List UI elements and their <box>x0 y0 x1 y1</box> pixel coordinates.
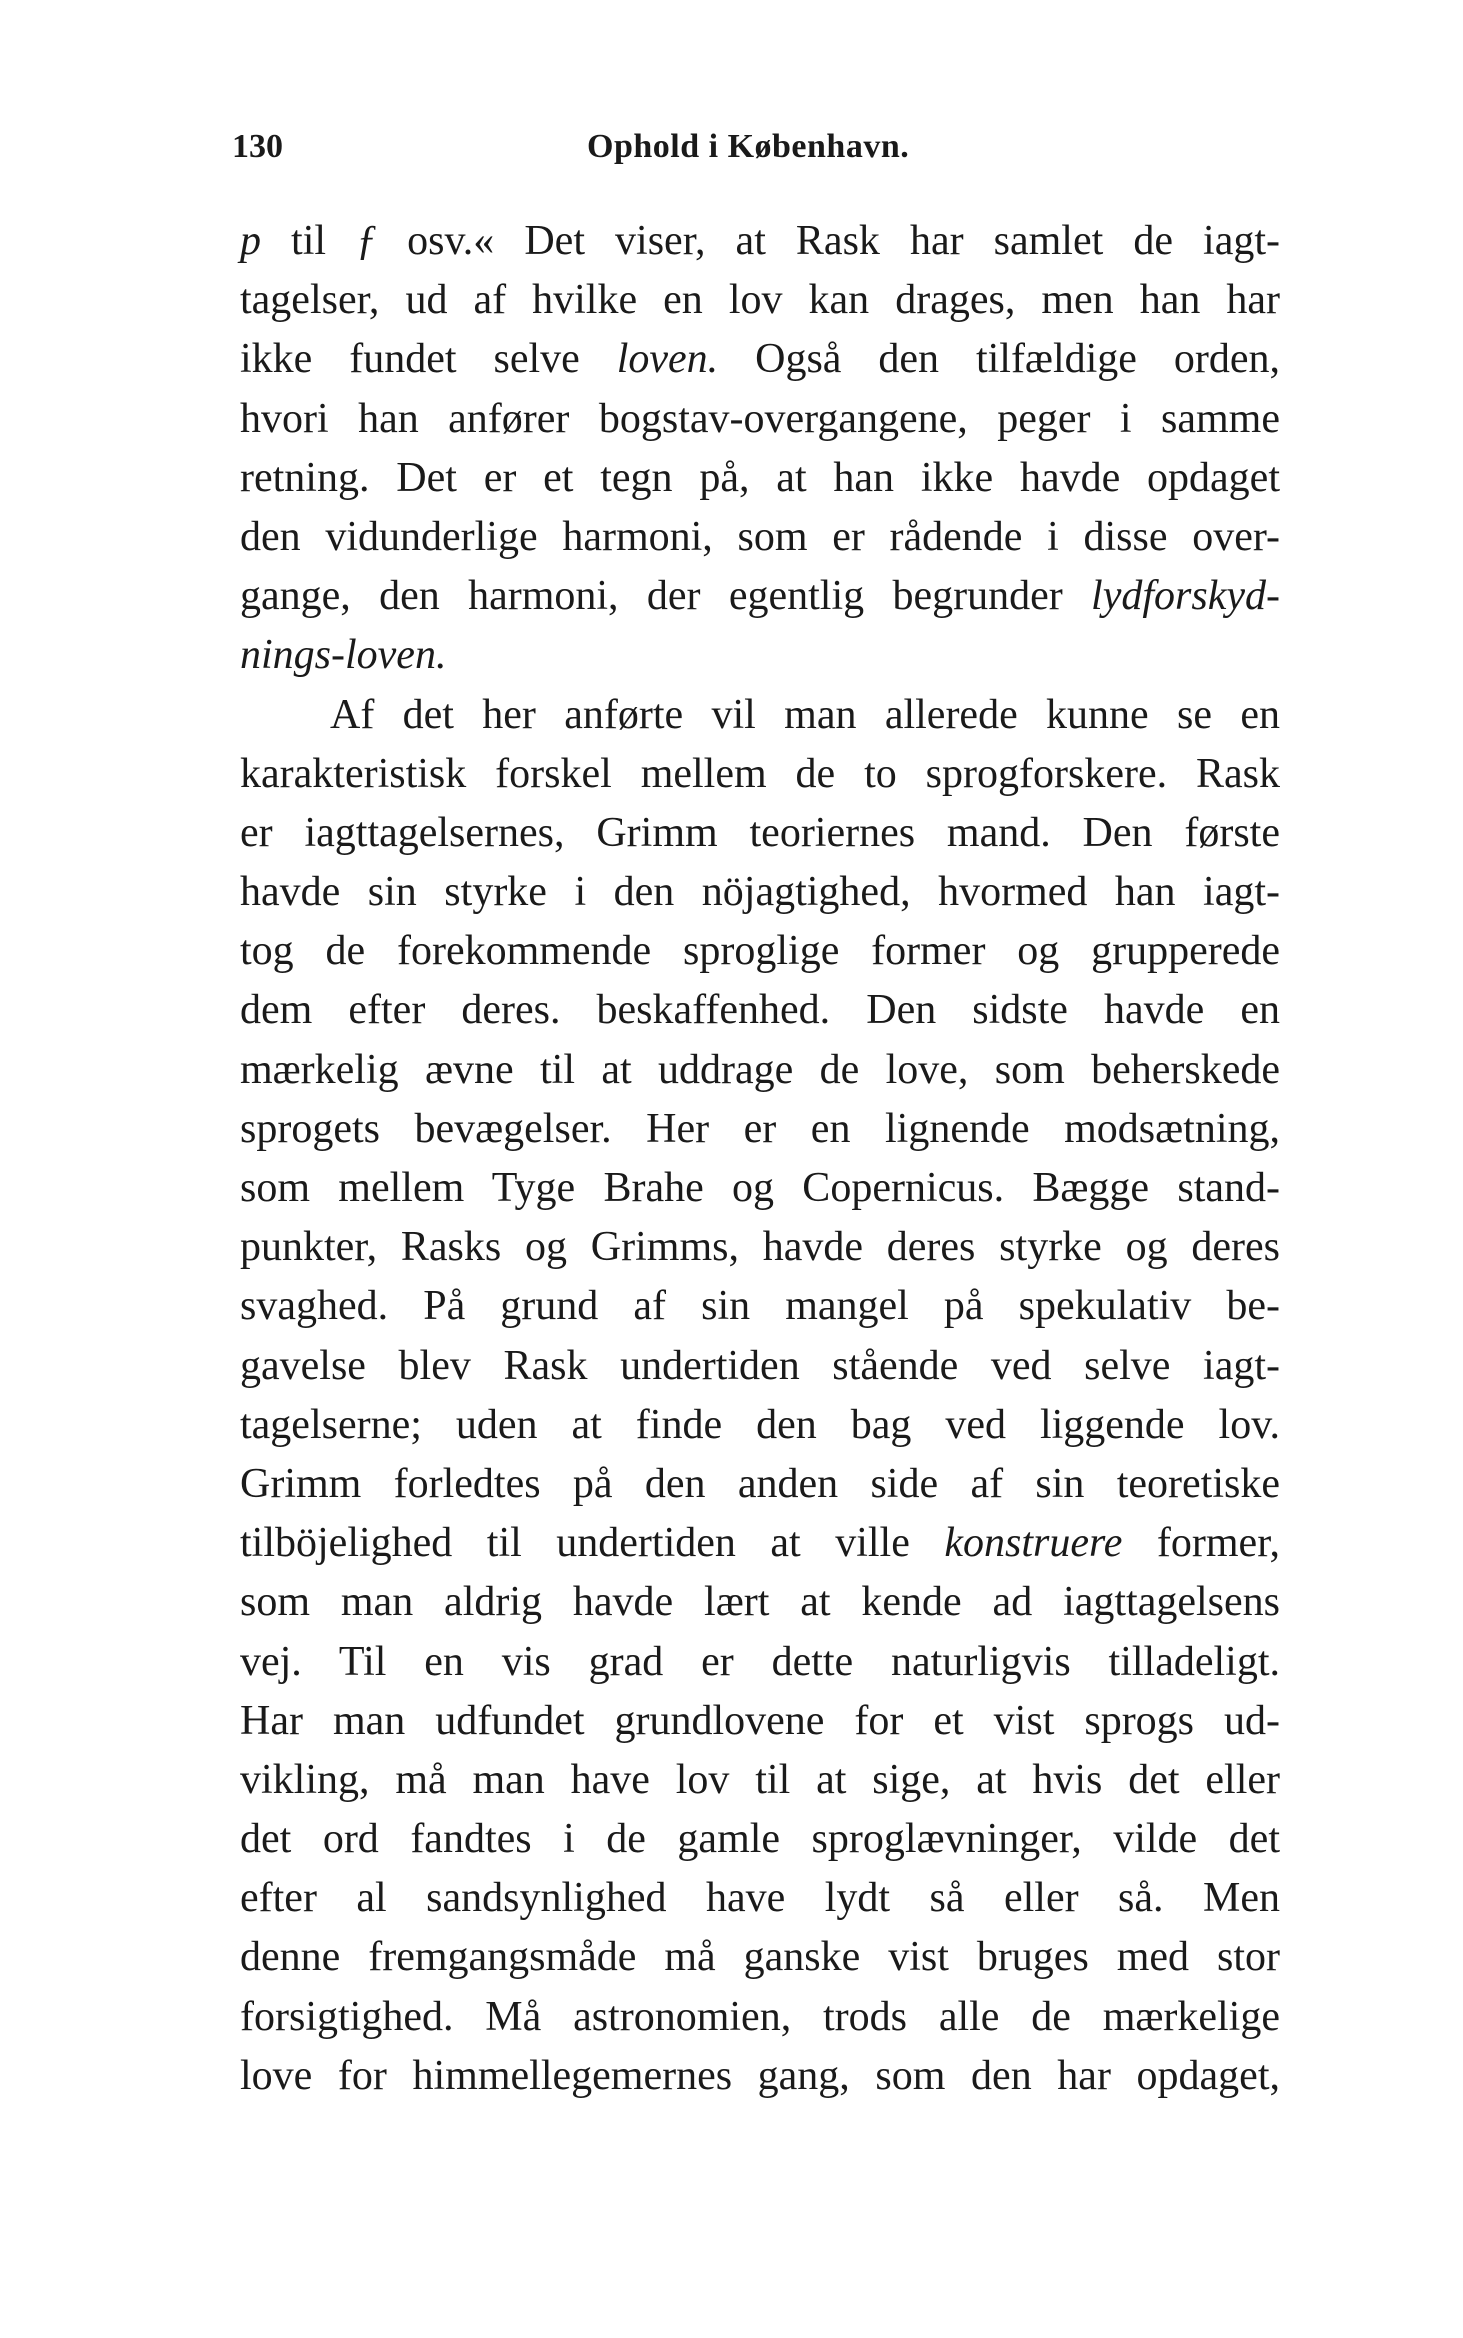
text-segment-italic: nings-loven. <box>240 632 447 679</box>
text-segment: karakteristisk forskel mellem de to sprogforskere. Rask <box>240 750 1280 797</box>
text-line <box>240 626 1280 685</box>
text-segment: Grimm forledtes på den anden side af sin teoretiske <box>240 1460 1280 1507</box>
text-segment: sprogets bevægelser. Her er en lignende modsætning, <box>240 1105 1280 1152</box>
text-segment: former, <box>1122 1520 1281 1567</box>
text-line <box>240 1100 1280 1159</box>
text-segment: tagelser, ud af hvilke en lov kan drages, men han har <box>240 277 1280 324</box>
text-segment: vej. Til en vis grad er dette naturligvis tilladeligt. <box>240 1638 1280 1685</box>
text-line <box>240 863 1280 922</box>
text-segment: Af det her anførte vil man allerede kunne se en <box>330 691 1280 738</box>
text-line <box>240 508 1280 567</box>
text-segment: ikke fundet selve <box>240 336 617 383</box>
text-line <box>240 1455 1280 1514</box>
text-segment: til <box>261 218 357 264</box>
text-segment: mærkelig ævne til at uddrage de love, som beherskede <box>240 1046 1280 1093</box>
text-segment: osv.« Det viser, at Rask har samlet de iagt- <box>377 218 1280 264</box>
text-segment: gange, den harmoni, der egentlig begrunder <box>240 573 1092 620</box>
text-segment: tagelserne; uden at finde den bag ved liggende lov. <box>240 1401 1280 1448</box>
text-line <box>240 1928 1280 1987</box>
text-segment-italic: konstruere <box>944 1520 1123 1567</box>
text-line <box>240 804 1280 863</box>
running-head <box>232 128 1286 178</box>
text-line <box>240 1218 1280 1277</box>
body-text <box>240 212 1280 2106</box>
text-line <box>240 1810 1280 1869</box>
text-segment: efter al sandsynlighed have lydt så eller så. Men <box>240 1875 1280 1922</box>
text-line <box>240 1337 1280 1396</box>
text-line <box>240 1573 1280 1632</box>
text-line <box>240 1751 1280 1810</box>
text-segment-italic: loven. <box>616 336 719 383</box>
page-number: 130 <box>232 128 283 165</box>
text-line <box>240 1514 1280 1573</box>
text-line <box>240 449 1280 508</box>
text-segment: vikling, må man have lov til at sige, at hvis det eller <box>240 1756 1280 1803</box>
text-line <box>240 981 1280 1040</box>
text-line <box>240 1041 1280 1100</box>
text-segment: dem efter deres. beskaffenhed. Den sidste havde en <box>240 987 1280 1034</box>
text-segment: forsigtighed. Må astronomien, trods alle de mærkelige <box>240 1993 1280 2040</box>
text-segment: punkter, Rasks og Grimms, havde deres styrke og deres <box>240 1224 1280 1271</box>
text-line <box>240 567 1280 626</box>
text-line <box>240 2047 1280 2106</box>
text-line <box>240 1159 1280 1218</box>
text-segment: som mellem Tyge Brahe og Copernicus. Bægge stand- <box>240 1165 1280 1211</box>
text-line <box>240 745 1280 804</box>
text-segment: tog de forekommende sproglige former og grupperede <box>240 928 1280 975</box>
text-line <box>240 212 1280 271</box>
text-segment: hvori han anfører bogstav-overgangene, peger i samme <box>240 395 1280 442</box>
text-segment: svaghed. På grund af sin mangel på spekulativ be- <box>240 1283 1280 1330</box>
text-segment: denne fremgangsmåde må ganske vist bruges med stor <box>240 1934 1280 1981</box>
text-line <box>240 1869 1280 1928</box>
text-line <box>240 390 1280 449</box>
text-segment: den vidunderlige harmoni, som er rådende i disse over- <box>240 513 1280 560</box>
text-line <box>240 1692 1280 1751</box>
paragraph-start-line <box>240 686 1280 745</box>
chapter-title: Ophold i København. <box>587 128 910 165</box>
text-segment: som man aldrig havde lært at kende ad iagttagelsens <box>240 1579 1280 1626</box>
text-segment: retning. Det er et tegn på, at han ikke havde opdaget <box>240 454 1280 501</box>
text-segment: gavelse blev Rask undertiden stående ved selve iagt- <box>240 1342 1280 1389</box>
text-line <box>240 1277 1280 1336</box>
text-segment-italic: lydforskyd- <box>1091 573 1280 620</box>
text-segment: er iagttagelsernes, Grimm teoriernes mand. Den første <box>240 809 1280 856</box>
text-segment-italic: ƒ <box>356 218 378 264</box>
text-line <box>240 271 1280 330</box>
text-segment: det ord fandtes i de gamle sproglævninger, vilde det <box>240 1816 1280 1863</box>
text-segment: tilböjelighed til undertiden at ville <box>240 1520 945 1567</box>
text-segment-italic: p <box>240 218 261 264</box>
text-line <box>240 330 1280 389</box>
text-line <box>240 1988 1280 2047</box>
text-segment: havde sin styrke i den nöjagtighed, hvormed han iagt- <box>240 869 1280 916</box>
text-segment: love for himmellegemernes gang, som den har opdaget, <box>240 2052 1280 2099</box>
text-line <box>240 1396 1280 1455</box>
text-segment: Også den tilfældige orden, <box>718 336 1280 383</box>
text-segment: Har man udfundet grundlovene for et vist sprogs ud- <box>240 1697 1280 1744</box>
text-line <box>240 922 1280 981</box>
text-line <box>240 1633 1280 1692</box>
